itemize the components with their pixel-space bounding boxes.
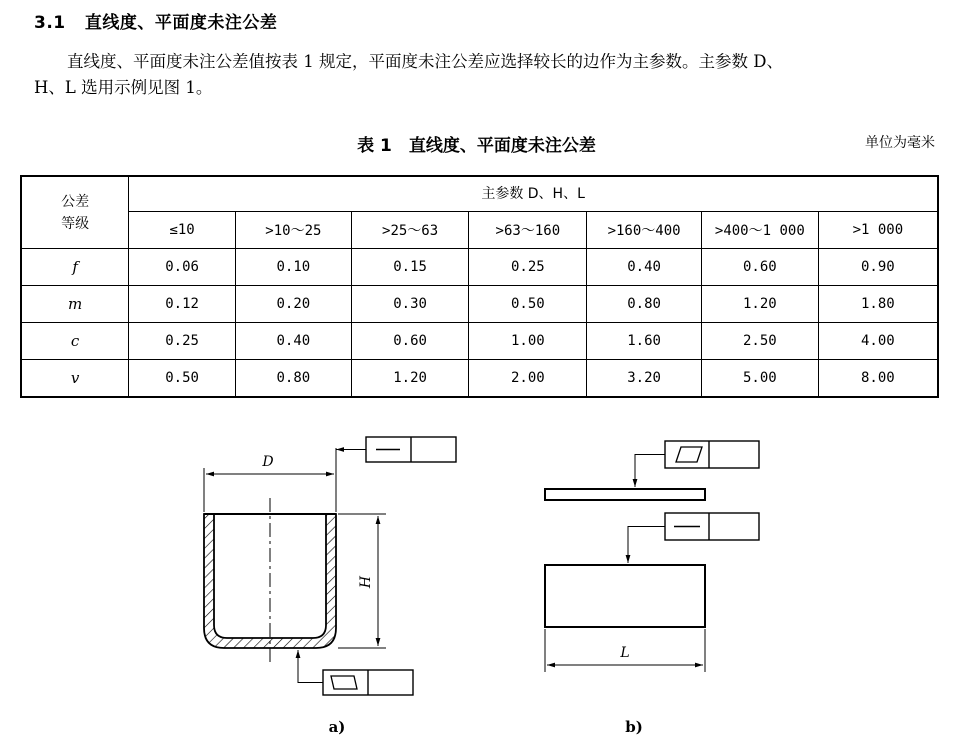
value-cell: 0.50 [469, 286, 587, 323]
grade-cell: m [21, 286, 129, 323]
value-cell: 0.10 [235, 249, 351, 286]
value-cell: 0.12 [129, 286, 236, 323]
value-cell: 0.60 [701, 249, 818, 286]
figure-b-label: b) [625, 718, 643, 736]
table-caption: 表 1 直线度、平面度未注公差 [357, 136, 596, 156]
paragraph-line-1: 直线度、平面度未注公差值按表 1 规定，平面度未注公差应选择较长的边作为主参数。主参数 D、 [67, 52, 783, 71]
value-cell: 3.20 [587, 360, 702, 398]
value-cell: 1.80 [818, 286, 938, 323]
table-unit: 单位为毫米 [865, 135, 935, 151]
value-cell: 0.50 [129, 360, 236, 398]
grade-header-line1: 公差 [61, 193, 90, 210]
value-cell: 0.90 [818, 249, 938, 286]
value-cell: 1.00 [469, 323, 587, 360]
value-cell: 0.20 [235, 286, 351, 323]
thin-plate [545, 489, 705, 500]
range-cell: >10～25 [235, 212, 351, 249]
value-cell: 0.30 [351, 286, 469, 323]
value-cell: 0.25 [129, 323, 236, 360]
value-cell: 5.00 [701, 360, 818, 398]
grade-cell: f [21, 249, 129, 286]
dimension-l-label: L [620, 645, 630, 661]
leader-line [298, 650, 323, 683]
value-cell: 0.25 [469, 249, 587, 286]
value-cell: 1.60 [587, 323, 702, 360]
value-cell: 0.40 [235, 323, 351, 360]
grade-cell: c [21, 323, 129, 360]
range-cell: >63～160 [469, 212, 587, 249]
grade-header-line2: 等级 [61, 215, 90, 232]
range-cell: >25～63 [351, 212, 469, 249]
value-cell: 2.00 [469, 360, 587, 398]
value-cell: 4.00 [818, 323, 938, 360]
value-cell: 0.40 [587, 249, 702, 286]
value-cell: 0.06 [129, 249, 236, 286]
value-cell: 8.00 [818, 360, 938, 398]
rect-block [545, 565, 705, 627]
value-cell: 1.20 [701, 286, 818, 323]
value-cell: 0.80 [235, 360, 351, 398]
range-cell: >400～1 000 [701, 212, 818, 249]
section-number: 3.1 [34, 13, 66, 33]
grade-cell: v [21, 360, 129, 398]
value-cell: 0.60 [351, 323, 469, 360]
value-cell: 0.15 [351, 249, 469, 286]
figure-b [545, 441, 759, 736]
value-cell: 0.80 [587, 286, 702, 323]
flatness-icon [331, 676, 357, 689]
param-header: 主参数 D、H、L [129, 176, 938, 212]
value-cell: 1.20 [351, 360, 469, 398]
value-cell: 2.50 [701, 323, 818, 360]
flatness-icon [676, 447, 702, 462]
dimension-h-label: H [358, 575, 374, 589]
figure-a-label: a) [328, 718, 346, 736]
range-cell: >160～400 [587, 212, 702, 249]
leader-line [628, 527, 665, 564]
leader-line [635, 455, 665, 488]
section-title: 直线度、平面度未注公差 [84, 13, 278, 33]
paragraph-line-2: H、L 选用示例见图 1。 [34, 78, 213, 97]
figure-a [204, 437, 456, 736]
range-cell: ≤10 [129, 212, 236, 249]
dimension-d-label: D [262, 454, 274, 470]
range-cell: >1 000 [818, 212, 938, 249]
